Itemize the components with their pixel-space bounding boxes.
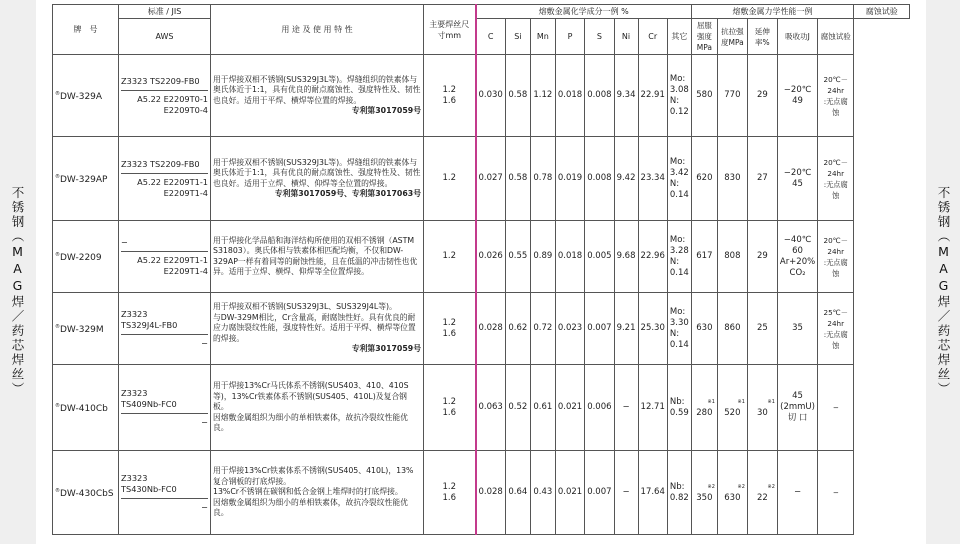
impact-cell: 35 [777, 293, 817, 365]
size-cell: 1.2 [424, 137, 476, 221]
usage-text: 用于焊接13%Cr铁素体系不锈钢(SUS405、410L)，13%复合钢板的打底焊接。 13%Cr不锈钢在碳钢和低合金钢上堆焊时的打底焊接。 因熔敷金属组织为细小的单相铁素体，故抗冷裂纹性能优良。 [213, 466, 414, 518]
mech-elong-cell [747, 221, 777, 293]
chem-c-cell: 0.030 [476, 55, 506, 137]
chem-other-cell: Nb: 0.59 [667, 365, 691, 451]
header-usage: 用 途 及 使 用 特 性 [211, 5, 424, 55]
header-brand: 牌 号 [53, 5, 119, 55]
size-cell: 1.2 1.6 [424, 293, 476, 365]
impact-cell: − [777, 451, 817, 535]
table-row [53, 293, 910, 365]
chem-ni-cell: 9.42 [614, 137, 638, 221]
mech-value: 29 [756, 90, 768, 100]
chem-mn-cell: 1.12 [530, 55, 555, 137]
registered-mark: ® [55, 323, 60, 330]
mech-value: 830 [724, 173, 741, 183]
standard-cell [119, 137, 211, 221]
mech-value: 630 [696, 323, 713, 333]
brand-name: DW-329AP [60, 174, 108, 185]
mech-tensile-cell [717, 221, 747, 293]
chem-s-cell: 0.006 [585, 365, 614, 451]
chem-ni-cell: 9.34 [614, 55, 638, 137]
header-p: P [555, 19, 584, 55]
chem-other-cell: Nb: 0.82 [667, 451, 691, 535]
mech-tensile-cell [717, 293, 747, 365]
jis-code: Z3323 TS430Nb-FC0 [121, 472, 177, 494]
divider [121, 413, 208, 414]
mech-elong-cell [747, 137, 777, 221]
mech-yield-cell [691, 365, 717, 451]
chem-ni-cell: 9.68 [614, 221, 638, 293]
chem-p-cell: 0.021 [555, 365, 584, 451]
usage-text: 用于焊接双相不锈钢(SUS329J3L等)。焊缝组织的铁素体与奥氏体近于1:1，具有优良的耐点腐蚀性、强度特性及、韧性也良好。适用于立焊、横焊、仰焊等全位置的焊接。 [213, 157, 421, 188]
mech-tensile-cell [717, 137, 747, 221]
mech-yield-cell [691, 293, 717, 365]
header-mech-group: 熔敷金属力学性能一例 [691, 5, 853, 19]
usage-text: 用于焊接13%Cr马氏体系不锈钢(SUS403、410、410S等)，13%Cr铁素体系不锈钢(SUS405、410L)及复合钢板。 因熔敷金属组织为细小的单相铁素体，故抗冷裂纹性能优良。 [213, 381, 409, 433]
chem-si-cell: 0.64 [505, 451, 530, 535]
footnote-mark: ※2 [767, 483, 775, 490]
header-elong: 延伸率% [747, 19, 777, 55]
patent-text: 专利第3017059号 [351, 106, 421, 115]
usage-cell [211, 293, 424, 365]
header-chem-group: 熔敷金属化学成分一例 % [476, 5, 692, 19]
mech-value: 770 [724, 90, 741, 100]
mech-elong-cell [747, 365, 777, 451]
chem-mn-cell: 0.43 [530, 451, 555, 535]
mech-value: 520 [724, 407, 741, 418]
divider [121, 251, 208, 252]
mech-tensile-cell [717, 55, 747, 137]
impact-cell: −20℃ 45 [777, 137, 817, 221]
right-side-label [932, 186, 954, 400]
chem-p-cell: 0.018 [555, 221, 584, 293]
mech-elong-cell [747, 55, 777, 137]
chem-si-cell: 0.52 [505, 365, 530, 451]
brand-cell [53, 55, 119, 137]
chem-c-cell: 0.063 [476, 365, 506, 451]
header-corr: 腐蚀试验 [818, 19, 854, 55]
header-yield: 屈服强度MPa [691, 19, 717, 55]
chem-mn-cell: 0.72 [530, 293, 555, 365]
standard-cell [119, 55, 211, 137]
brand-name: DW-329M [60, 324, 104, 335]
header-size: 主要焊丝尺寸mm [424, 5, 476, 55]
header-impact: 吸收功J [777, 19, 817, 55]
mech-elong-cell [747, 293, 777, 365]
footnote-mark: ※1 [707, 398, 715, 405]
header-ni: Ni [614, 19, 638, 55]
mech-value: 22 [756, 492, 768, 503]
mech-value: 620 [696, 173, 713, 183]
header-other: 其它 [667, 19, 691, 55]
usage-cell [211, 365, 424, 451]
mech-tensile-cell [717, 365, 747, 451]
size-cell: 1.2 1.6 [424, 451, 476, 535]
header-jis: 标准 / JIS [119, 5, 211, 19]
mech-yield-cell [691, 137, 717, 221]
mech-tensile-cell [717, 451, 747, 535]
brand-cell [53, 137, 119, 221]
chem-c-cell: 0.027 [476, 137, 506, 221]
jis-code: − [121, 236, 128, 247]
header-mn: Mn [530, 19, 555, 55]
jis-code: Z3323 TS409Nb-FC0 [121, 387, 177, 409]
usage-text: 用于焊接双相不锈钢(SUS329J3L等)。焊缝组织的铁素体与奥氏体近于1:1，具有优良的耐点腐蚀性、强度特性及、韧性也良好。适用于平焊、横焊等位置的焊接。 [213, 74, 421, 105]
usage-cell [211, 221, 424, 293]
chem-si-cell: 0.55 [505, 221, 530, 293]
registered-mark: ® [55, 173, 60, 180]
mech-value: 808 [724, 251, 741, 261]
usage-cell [211, 137, 424, 221]
brand-cell [53, 293, 119, 365]
brand-cell [53, 365, 119, 451]
aws-code: − [201, 337, 208, 348]
chem-other-cell: Mo: 3.08 N: 0.12 [667, 55, 691, 137]
size-cell: 1.2 1.6 [424, 365, 476, 451]
brand-name: DW-329A [60, 91, 103, 102]
registered-mark: ® [55, 487, 60, 494]
usage-cell [211, 55, 424, 137]
patent-text: 专利第3017059号 [351, 344, 421, 354]
side-label-text: 不锈钢（MAG焊／药芯焊丝） [936, 186, 951, 397]
chem-ni-cell: − [614, 451, 638, 535]
table-row [53, 365, 910, 451]
header-s: S [585, 19, 614, 55]
brand-name: DW-430CbS [60, 488, 114, 499]
mech-value: 617 [696, 251, 713, 261]
brand-name: DW-410Cb [60, 403, 108, 414]
mech-yield-cell [691, 221, 717, 293]
chem-si-cell: 0.58 [505, 137, 530, 221]
chem-cr-cell: 12.71 [638, 365, 667, 451]
table-row [53, 451, 910, 535]
table-row [53, 221, 910, 293]
chem-cr-cell: 25.30 [638, 293, 667, 365]
mech-value: 25 [756, 323, 768, 333]
corr-cell: 20℃－24hr :无点腐蚀 [818, 137, 854, 221]
chem-si-cell: 0.62 [505, 293, 530, 365]
header-si: Si [505, 19, 530, 55]
size-cell: 1.2 1.6 [424, 55, 476, 137]
chem-other-cell: Mo: 3.42 N: 0.14 [667, 137, 691, 221]
registered-mark: ® [55, 90, 60, 97]
jis-code: Z3323 TS2209-FB0 [121, 75, 200, 86]
chem-c-cell: 0.028 [476, 293, 506, 365]
chem-c-cell: 0.026 [476, 221, 506, 293]
chem-ni-cell: − [614, 365, 638, 451]
aws-code: A5.22 E2209T1-1 E2209T1-4 [137, 176, 208, 198]
chem-s-cell: 0.008 [585, 137, 614, 221]
mech-value: 27 [756, 173, 768, 183]
header-tensile: 抗拉强度MPa [717, 19, 747, 55]
impact-cell: −40℃ 60 Ar+20% CO₂ [777, 221, 817, 293]
footnote-mark: ※1 [737, 398, 745, 405]
chem-s-cell: 0.005 [585, 221, 614, 293]
brand-cell [53, 221, 119, 293]
mech-yield-cell [691, 451, 717, 535]
chem-p-cell: 0.019 [555, 137, 584, 221]
divider [121, 334, 208, 335]
footnote-mark: ※2 [737, 483, 745, 490]
chem-s-cell: 0.007 [585, 451, 614, 535]
chem-cr-cell: 17.64 [638, 451, 667, 535]
chem-si-cell: 0.58 [505, 55, 530, 137]
footnote-mark: ※2 [707, 483, 715, 490]
jis-code: Z3323 TS329J4L-FB0 [121, 308, 178, 330]
mech-value: 280 [696, 407, 713, 418]
footnote-mark: ※1 [767, 398, 775, 405]
corr-cell: 20℃－24hr :无点腐蚀 [818, 55, 854, 137]
corr-cell: 25℃－24hr :无点腐蚀 [818, 293, 854, 365]
mech-value: 630 [724, 492, 741, 503]
mech-value: 29 [756, 251, 768, 261]
chem-ni-cell: 9.21 [614, 293, 638, 365]
size-cell: 1.2 [424, 221, 476, 293]
chem-p-cell: 0.018 [555, 55, 584, 137]
chem-c-cell: 0.028 [476, 451, 506, 535]
usage-text: 用于焊接化学品船和海洋结构所使用的双相不锈钢（ASTM S31803）。奥氏体相与铁素体相匹配均衡，不仅和DW-329AP一样有着同等的耐蚀性能，且在低温的冲击韧性也优异。适用于立焊、横焊、仰焊等全位置焊接。 [213, 235, 418, 276]
corr-cell: − [818, 451, 854, 535]
patent-text: 专利第3017059号、专利第3017063号 [274, 189, 421, 198]
chem-mn-cell: 0.61 [530, 365, 555, 451]
divider [121, 498, 208, 499]
standard-cell [119, 293, 211, 365]
impact-cell: −20℃ 49 [777, 55, 817, 137]
mech-value: 580 [696, 90, 713, 100]
chem-p-cell: 0.023 [555, 293, 584, 365]
chem-s-cell: 0.007 [585, 293, 614, 365]
chem-mn-cell: 0.78 [530, 137, 555, 221]
chem-s-cell: 0.008 [585, 55, 614, 137]
chem-mn-cell: 0.89 [530, 221, 555, 293]
brand-cell [53, 451, 119, 535]
aws-code: A5.22 E2209T1-1 E2209T1-4 [137, 254, 208, 276]
divider [121, 173, 208, 174]
usage-text: 用于焊接双相不锈钢(SUS329J3L、SUS329J4L等)。 与DW-329M相比，Cr含量高，耐腐蚀性好。具有优良的耐应力腐蚀裂纹性能，强度特性好。适用于平焊、横焊等位置的焊接。 [213, 302, 416, 343]
aws-code: A5.22 E2209T0-1 E2209T0-4 [137, 93, 208, 115]
mech-value: 860 [724, 323, 741, 333]
standard-cell [119, 451, 211, 535]
aws-code: − [201, 501, 208, 512]
header-c: C [476, 19, 506, 55]
chem-cr-cell: 22.96 [638, 221, 667, 293]
standard-cell [119, 365, 211, 451]
header-corr-group: 腐蚀试验 [854, 5, 910, 19]
divider [121, 90, 208, 91]
chem-other-cell: Mo: 3.28 N: 0.14 [667, 221, 691, 293]
mech-value: 30 [756, 407, 768, 418]
corr-cell: 20℃－24hr :无点腐蚀 [818, 221, 854, 293]
chem-cr-cell: 23.34 [638, 137, 667, 221]
jis-code: Z3323 TS2209-FB0 [121, 158, 200, 169]
table-row [53, 55, 910, 137]
left-side-label [6, 186, 28, 400]
mech-elong-cell [747, 451, 777, 535]
standard-cell [119, 221, 211, 293]
registered-mark: ® [55, 402, 60, 409]
aws-code: − [201, 416, 208, 427]
usage-cell [211, 451, 424, 535]
chem-p-cell: 0.021 [555, 451, 584, 535]
mech-yield-cell [691, 55, 717, 137]
chem-other-cell: Mo: 3.30 N: 0.14 [667, 293, 691, 365]
brand-name: DW-2209 [60, 252, 102, 263]
table-row [53, 137, 910, 221]
mech-value: 350 [696, 492, 713, 503]
registered-mark: ® [55, 251, 60, 258]
header-cr: Cr [638, 19, 667, 55]
corr-cell: − [818, 365, 854, 451]
header-aws: AWS [119, 19, 211, 55]
impact-cell: 45 (2mmU) 切 口 [777, 365, 817, 451]
side-label-text: 不锈钢（MAG焊／药芯焊丝） [10, 186, 25, 397]
chem-cr-cell: 22.91 [638, 55, 667, 137]
product-table [52, 4, 910, 535]
